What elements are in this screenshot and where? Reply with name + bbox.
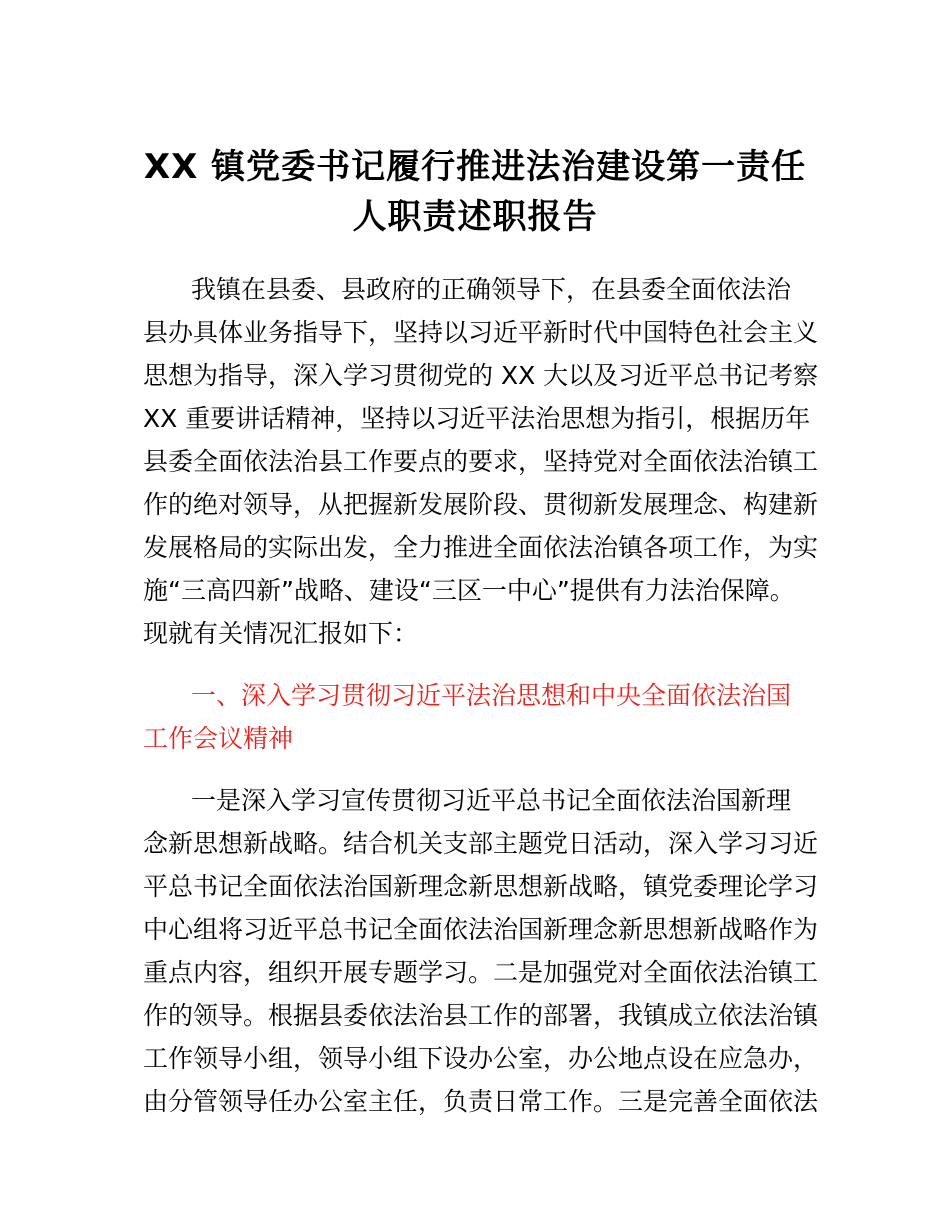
paragraph-1-line-1: 我镇在县委、县政府的正确领导下，在县委全面依法治 [191, 275, 792, 304]
paragraph-1-line-5: 县委全面依法治县工作要点的要求，坚持党对全面依法治镇工 [143, 447, 819, 476]
paragraph-1-line-4: XX 重要讲话精神，坚持以习近平法治思想为指引，根据历年 [143, 404, 811, 433]
paragraph-2-line-8: 由分管领导任办公室主任，负责日常工作。三是完善全面依法 [143, 1087, 819, 1116]
section-heading-1-line-2: 工作会议精神 [143, 724, 294, 753]
paragraph-2-line-7: 工作领导小组，领导小组下设办公室，办公地点设在应急办， [143, 1044, 819, 1073]
paragraph-1-line-7: 发展格局的实际出发，全力推进全面依法治镇各项工作，为实 [143, 533, 819, 562]
paragraph-1-line-8: 施“三高四新”战略、建设“三区一中心”提供有力法治保障。 [143, 576, 795, 605]
section-heading-1-line-1: 一、深入学习贯彻习近平法治思想和中央全面依法治国 [191, 681, 792, 710]
document-title-line-1: XX 镇党委书记履行推进法治建设第一责任 [143, 147, 807, 187]
paragraph-2-line-4: 中心组将习近平总书记全面依法治国新理念新思想新战略作为 [143, 915, 819, 944]
paragraph-1-line-9: 现就有关情况汇报如下： [143, 619, 419, 648]
paragraph-2-line-3: 平总书记全面依法治国新理念新思想新战略，镇党委理论学习 [143, 872, 819, 901]
paragraph-2-line-5: 重点内容，组织开展专题学习。二是加强党对全面依法治镇工 [143, 958, 819, 987]
paragraph-2-line-2: 念新思想新战略。结合机关支部主题党日活动，深入学习习近 [143, 829, 819, 858]
paragraph-1-line-2: 县办具体业务指导下，坚持以习近平新时代中国特色社会主义 [143, 318, 819, 347]
paragraph-2-line-6: 作的领导。根据县委依法治县工作的部署，我镇成立依法治镇 [143, 1001, 819, 1030]
paragraph-2-line-1: 一是深入学习宣传贯彻习近平总书记全面依法治国新理 [191, 786, 792, 815]
document-title-line-2: 人职责述职报告 [352, 197, 598, 237]
paragraph-1-line-3: 思想为指导，深入学习贯彻党的 XX 大以及习近平总书记考察 [143, 361, 819, 390]
paragraph-1-line-6: 作的绝对领导，从把握新发展阶段、贯彻新发展理念、构建新 [143, 490, 819, 519]
